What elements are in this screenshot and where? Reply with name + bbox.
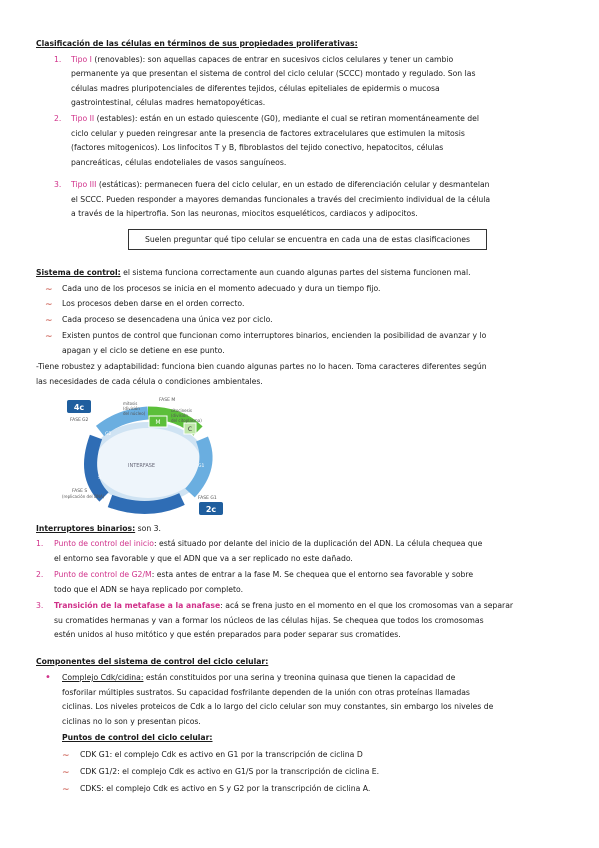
section-intro: el sistema funciona correctamente aun cuando algunas partes del sistema funcionen mal. <box>123 268 471 277</box>
cdk-complex-label: Complejo Cdk/cidina: <box>62 673 144 682</box>
tilde-bullet-icon: ~ <box>45 285 53 295</box>
checkpoint-text: : acá se frena justo en el momento en el que los cromosomas van a separar <box>220 601 514 610</box>
m-label: M <box>155 419 161 426</box>
c-label: C <box>187 426 193 433</box>
item-text: (estáticas): permanecen fuera del ciclo celular, en un estado de diferenciación celular y desmantelan <box>98 180 490 189</box>
item-label: Tipo II <box>71 114 95 123</box>
control-item: Cada uno de los procesos se inicia en el momento adecuado y dura un tiempo fijo. <box>62 284 381 293</box>
mitosis-label-2: (división <box>123 406 140 411</box>
interfase-label: INTERFASE <box>128 463 156 469</box>
cdk-complex-text: ciclinas. Los niveles proteicos de Cdk a lo largo del ciclo celular son muy constantes, sin embargo los niveles de <box>62 702 494 711</box>
item-text: (renovables): son aquellas capaces de entrar en sucesivos ciclos celulares y tener un cambio <box>94 55 454 64</box>
checkpoint-label: Punto de control del inicio <box>54 539 154 548</box>
section-title-binary-switches: Interruptores binarios: <box>36 524 136 533</box>
item-text: (estables): están en un estado quiescente (G0), mediante el cual se retiran momentáneamente del <box>96 114 480 123</box>
citocinesis-label-3: del citoplasma) <box>171 418 202 423</box>
section-title-control-system: Sistema de control: <box>36 268 121 277</box>
section-title-components: Componentes del sistema de control del ciclo celular: <box>36 657 269 666</box>
mitosis-label-3: del núcleo) <box>123 411 146 416</box>
checkpoint-text: su cromatides hermanas y van a formar los núcleos de las células hijas. Se chequea que todos los cromosomas <box>54 616 484 625</box>
cdk-complex-text: ciclinas no lo son y presentan picos. <box>62 717 201 726</box>
cell-cycle-diagram <box>60 397 228 519</box>
cdk-checkpoint-item: CDK G1/2: el complejo Cdk es activo en G1/S por la transcripción de ciclina E. <box>80 767 380 776</box>
subsection-title-checkpoints: Puntos de control del ciclo celular: <box>62 733 213 742</box>
bullet-dot-icon: • <box>45 672 51 683</box>
item-text: el SCCC. Pueden responder a mayores demandas funcionales a través del crecimiento individual de la célula <box>71 195 491 204</box>
badge-4c-label: 4c <box>73 403 85 412</box>
checkpoint-label: Punto de control de G2/M <box>54 570 152 579</box>
checkpoint-text: : está situado por delante del inicio de la duplicación del ADN. La célula chequea que <box>153 539 483 548</box>
tilde-bullet-icon: ~ <box>62 785 70 795</box>
control-item: Los procesos deben darse en el orden correcto. <box>62 299 245 308</box>
item-text: permanente ya que presentan el sistema de control del ciclo celular (SCCC) montado y regulado. Son las <box>71 69 476 78</box>
item-number: 3. <box>36 601 44 610</box>
section-title-classification: Clasificación de las células en términos de sus propiedades proliferativas: <box>36 39 358 48</box>
tilde-bullet-icon: ~ <box>45 300 53 310</box>
fase-g1-label: FASE G1 <box>198 496 217 501</box>
tilde-bullet-icon: ~ <box>45 332 53 342</box>
item-text: ciclo celular y pueden reingresar ante la presencia de factores extracelulares que estimulen la mitosis <box>71 129 465 138</box>
mitosis-label-1: mitosis <box>123 401 138 406</box>
g1-arc-label: G1 <box>198 464 205 469</box>
item-text: pancreáticas, células endoteliales de vasos sanguíneos. <box>71 158 287 167</box>
cdk-checkpoint-item: CDK G1: el complejo Cdk es activo en G1 por la transcripción de ciclina D <box>80 750 363 759</box>
item-text: a través de la hipertrofia. Son las neuronas, miocitos esqueléticos, cardiacos y adipocitos. <box>71 209 418 218</box>
item-number: 2. <box>36 570 44 579</box>
checkpoint-text: estén unidos al huso mitótico y que estén preparados para poder separar sus cromatides. <box>54 630 401 639</box>
item-number: 3. <box>54 180 62 189</box>
tilde-bullet-icon: ~ <box>45 316 53 326</box>
item-text: gastrointestinal, células madres hematopoyéticas. <box>71 98 266 107</box>
citocinesis-label-2: (división <box>171 413 188 418</box>
control-item: Existen puntos de control que funcionan como interruptores binarios, encienden la posibilidad de avanzar y lo <box>62 331 487 340</box>
item-number: 1. <box>54 55 62 64</box>
item-number: 1. <box>36 539 44 548</box>
checkpoint-label: Transición de la metafase a la anafase <box>54 601 221 610</box>
tilde-bullet-icon: ~ <box>62 751 70 761</box>
fase-s-label: FASE S <box>72 489 88 494</box>
citocinesis-label-1: citocinesis <box>171 408 192 413</box>
badge-2c-label: 2c <box>205 505 217 514</box>
s-arc-label: S <box>98 476 101 481</box>
cdk-complex-text: están constituidos por una serina y treonina quinasa que tienen la capacidad de <box>145 673 456 682</box>
fase-s-caption: (replicación del DNA) <box>62 494 105 499</box>
fase-g2-label-1: FASE <box>70 418 81 423</box>
checkpoint-text: : esta antes de entrar a la fase M. Se chequea que el entorno sea favorable y sobre <box>151 570 474 579</box>
fase-g2-label-2: G2 <box>82 418 89 423</box>
item-number: 2. <box>54 114 62 123</box>
g2-arc-label: G2 <box>105 432 112 437</box>
item-label: Tipo III <box>71 180 97 189</box>
item-label: Tipo I <box>71 55 92 64</box>
cdk-complex-text: fosforilar múltiples sustratos. Su capacidad fosfrilante dependen de la unión con otras proteínas llamadas <box>62 688 470 697</box>
control-item: apagan y el ciclo se detiene en ese punto. <box>62 346 225 355</box>
item-text: células madres pluripotenciales de diferentes tejidos, células epiteliales de epidermis o mucosa <box>71 84 440 93</box>
robustness-text: las necesidades de cada célula o condiciones ambientales. <box>36 377 263 386</box>
checkpoint-text: todo que el ADN se haya replicado por completo. <box>54 585 244 594</box>
robustness-text: -Tiene robustez y adaptabilidad: funciona bien cuando algunas partes no lo hacen. Toma caracteres diferentes según <box>36 362 487 371</box>
section-title-tail: son 3. <box>137 524 161 533</box>
item-text: (factores mitogenicos). Los linfocitos T y B, fibroblastos del tejido conectivo, hepatocitos, células <box>71 143 444 152</box>
control-item: Cada proceso se desencadena una única vez por ciclo. <box>62 315 273 324</box>
checkpoint-text: el entorno sea favorable y que el ADN que va a ser replicado no este dañado. <box>54 554 353 563</box>
tilde-bullet-icon: ~ <box>62 768 70 778</box>
cdk-checkpoint-item: CDKS: el complejo Cdk es activo en S y G2 por la transcripción de ciclina A. <box>80 784 371 793</box>
exam-note-box: Suelen preguntar qué tipo celular se encuentra en cada una de estas clasificaciones <box>128 229 487 250</box>
fase-m-label: FASE M <box>159 398 176 403</box>
